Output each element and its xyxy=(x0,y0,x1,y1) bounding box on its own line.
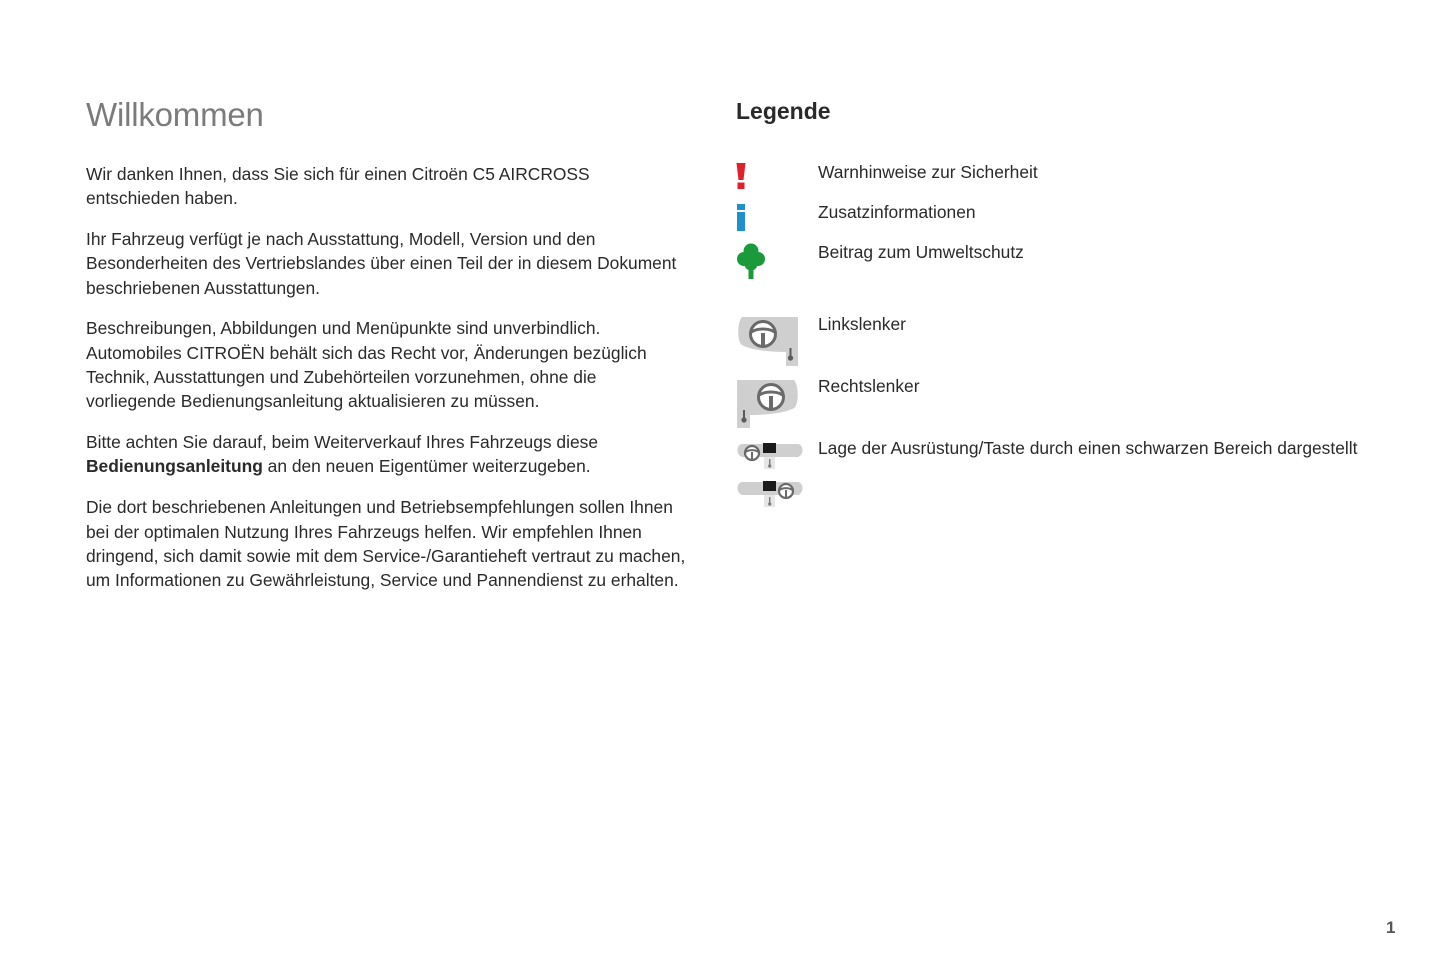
resale-text-end: an den neuen Eigentümer weiterzugeben. xyxy=(262,456,591,477)
legend-label-equipment-location: Lage der Ausrüstung/Taste durch einen schwarzen Bereich dargestellt xyxy=(818,438,1358,458)
tree-icon xyxy=(736,240,768,287)
equipment-location-icon xyxy=(736,436,804,515)
paragraph-recommendation: Die dort beschriebenen Anleitungen und Betriebsempfehlungen sollen Ihnen bei der optimalen Nutzung Ihres Fahrzeugs helfen. Wir empfehlen Ihnen dringend, sich damit sowie mit dem Service-/Garantieheft vertraut zu machen, um Informationen zu Gewährleistung, Service und Pannendienst zu erhalten. xyxy=(86,497,686,591)
paragraph-resale xyxy=(86,430,686,479)
legend-item-warning xyxy=(736,160,1376,190)
paragraph-disclaimer: Beschreibungen, Abbildungen und Menüpunkte sind unverbindlich. Automobiles CITROËN behält sich das Recht vor, Änderungen bezüglich Technik, Ausstattungen und Zubehörteilen vorzunehmen, ohne die vorliegende Bedienungsanleitung aktualisieren zu müssen. xyxy=(86,318,647,412)
welcome-text xyxy=(86,162,686,609)
legend-label-warning: Warnhinweise zur Sicherheit xyxy=(818,162,1038,182)
paragraph-equipment: Ihr Fahrzeug verfügt je nach Ausstattung, Modell, Version und den Besonderheiten des Vertriebslandes über einen Teil der in diesem Dokument beschriebenen Ausstattungen. xyxy=(86,229,677,298)
legend-item-equipment-location xyxy=(736,436,1376,510)
page-number: 1 xyxy=(1386,918,1396,937)
warning-exclamation-icon xyxy=(736,160,748,195)
legend-label-right-hand-drive: Rechtslenker xyxy=(818,376,920,396)
resale-text-bold: Bedienungsanleitung xyxy=(86,456,263,477)
legend-label-info: Zusatzinformationen xyxy=(818,202,976,222)
info-icon xyxy=(736,200,748,237)
legend-label-left-hand-drive: Linkslenker xyxy=(818,314,906,334)
legend-item-left-hand-drive xyxy=(736,312,1376,367)
legend-item-right-hand-drive xyxy=(736,374,1376,429)
resale-text-start: Bitte achten Sie darauf, beim Weiterverkauf Ihres Fahrzeugs diese xyxy=(86,432,598,453)
legend-title: Legende xyxy=(736,98,831,124)
legend-label-environment: Beitrag zum Umweltschutz xyxy=(818,242,1024,262)
page-title: Willkommen xyxy=(86,96,264,133)
legend-item-info xyxy=(736,200,1376,232)
left-hand-drive-icon xyxy=(736,312,800,372)
paragraph-thanks: Wir danken Ihnen, dass Sie sich für einen Citroën C5 AIRCROSS entschieden haben. xyxy=(86,164,590,209)
right-hand-drive-icon xyxy=(736,374,800,434)
legend-item-environment xyxy=(736,240,1376,282)
